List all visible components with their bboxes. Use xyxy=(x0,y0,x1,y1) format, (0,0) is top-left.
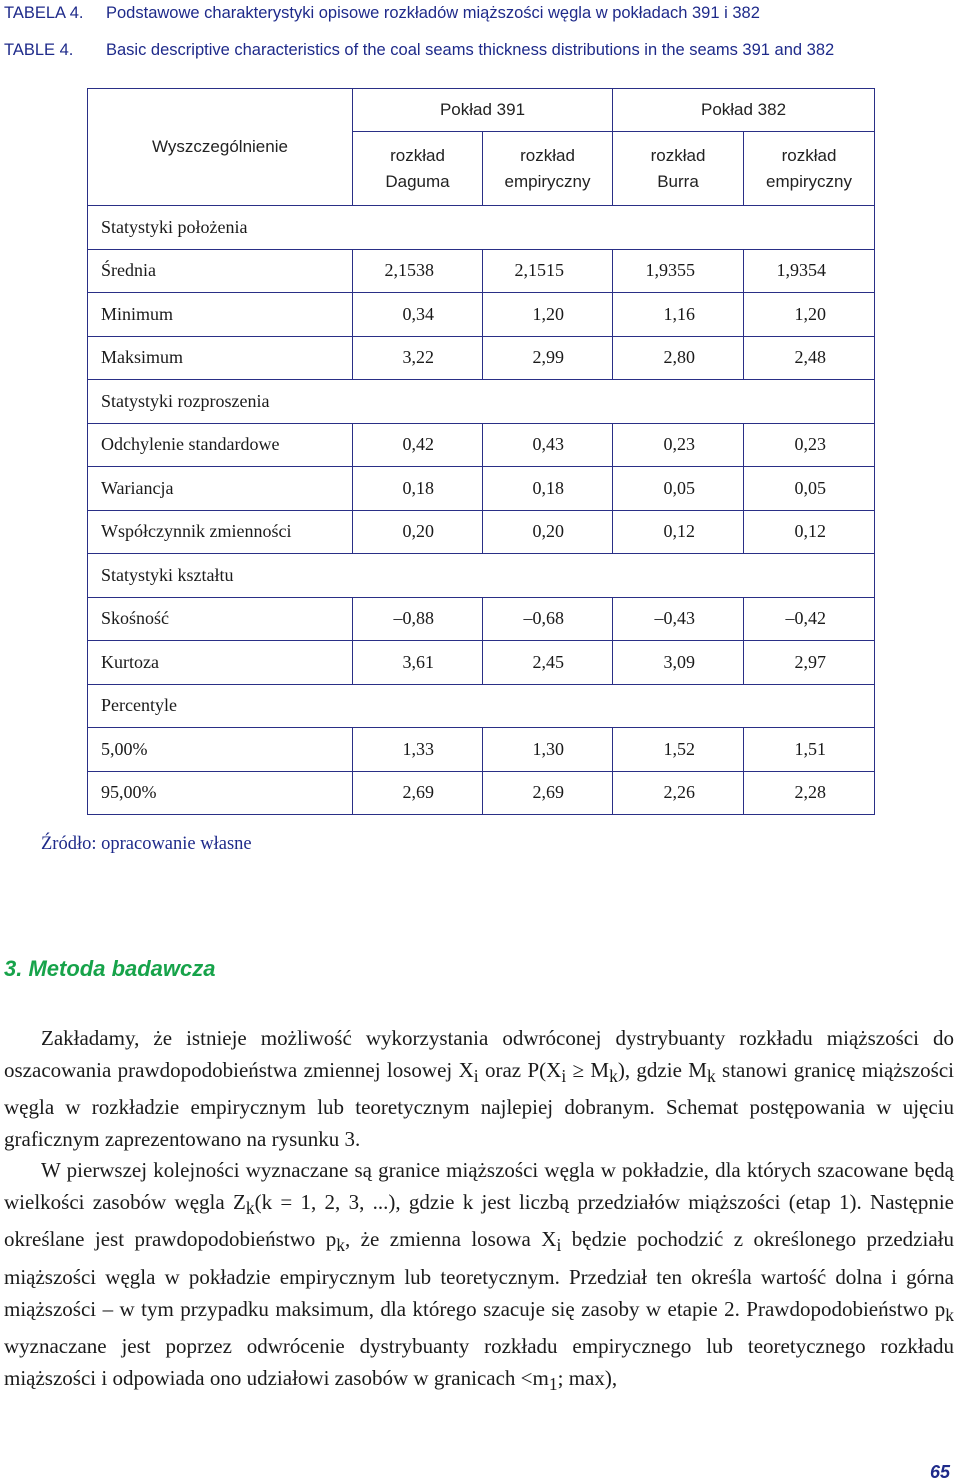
row-label-cell: Maksimum xyxy=(88,336,353,380)
row-label-cell: Minimum xyxy=(88,293,353,337)
section-label-cell: Statystyki rozproszenia xyxy=(88,380,875,424)
table-row xyxy=(88,467,875,511)
column-header: rozkład Burra xyxy=(613,132,744,206)
row-label-cell: Skośność xyxy=(88,597,353,641)
row-label-cell: Współczynnik zmienności xyxy=(88,510,353,554)
value-cell: 2,28 xyxy=(744,771,875,815)
table-row xyxy=(88,684,875,728)
body-text xyxy=(4,1023,954,1400)
row-label-cell: 5,00% xyxy=(88,728,353,772)
value-cell: 2,1515 xyxy=(483,249,613,293)
value-cell: 2,99 xyxy=(483,336,613,380)
group-header-382: Pokład 382 xyxy=(613,89,875,132)
value-cell: 3,22 xyxy=(353,336,483,380)
value-cell: 2,69 xyxy=(353,771,483,815)
table-row xyxy=(88,641,875,685)
value-cell: 0,43 xyxy=(483,423,613,467)
statistics-table xyxy=(87,88,875,815)
table-row xyxy=(88,597,875,641)
table-row xyxy=(88,336,875,380)
value-cell: 3,09 xyxy=(613,641,744,685)
value-cell: 0,05 xyxy=(744,467,875,511)
value-cell: 2,69 xyxy=(483,771,613,815)
value-cell: –0,42 xyxy=(744,597,875,641)
value-cell: 2,80 xyxy=(613,336,744,380)
caption-label: TABLE 4. xyxy=(4,41,74,59)
value-cell: –0,88 xyxy=(353,597,483,641)
table-row xyxy=(88,771,875,815)
table-row xyxy=(88,249,875,293)
group-header-391: Pokład 391 xyxy=(353,89,613,132)
value-cell: 2,1538 xyxy=(353,249,483,293)
value-cell: 0,05 xyxy=(613,467,744,511)
table-row xyxy=(88,293,875,337)
value-cell: 0,18 xyxy=(483,467,613,511)
paragraph: W pierwszej kolejności wyznaczane są granice miąższości węgla w pokładzie, dla których szacowane będą wielkości zasobów węgla $Z_k(k = 1$, 2, 3, ...), gdzie k jest liczbą przedziałów miąższości (etap 1). Następnie określane jest prawdopodobieństwo $p_k$, że zmienna losowa $X_i$ będzie pochodzić z określonego przedziału miąższości węgla w pokładzie empirycznym lub teoretycznym. Przedział ten określa wartość dolna i górna miąższości – w tym przypadku maksimum, dla którego szacuje się zasoby w etapie 2. Prawdopodobieństwo $p_k$ wyznaczane jest poprzez odwrócenie dystrybuanty rozkładu empirycznego lub teoretycznego rozkładu miąższości i odpowiada ono udziałowi zasobów w granicach $<m_1$; max), xyxy=(4,1158,954,1394)
column-header: rozkład empiryczny xyxy=(744,132,875,206)
column-header: rozkład Daguma xyxy=(353,132,483,206)
value-cell: 1,52 xyxy=(613,728,744,772)
caption-text: Basic descriptive characteristics of the coal seams thickness distributions in the seams 391 and 382 xyxy=(106,41,835,59)
table-row xyxy=(88,206,875,250)
table-body xyxy=(88,206,875,815)
section-heading: 3. Metoda badawcza xyxy=(4,956,216,981)
value-cell: 2,26 xyxy=(613,771,744,815)
value-cell: 1,30 xyxy=(483,728,613,772)
value-cell: 2,45 xyxy=(483,641,613,685)
value-cell: 0,34 xyxy=(353,293,483,337)
section-label-cell: Percentyle xyxy=(88,684,875,728)
value-cell: 0,23 xyxy=(613,423,744,467)
value-cell: 1,33 xyxy=(353,728,483,772)
value-cell: 1,9354 xyxy=(744,249,875,293)
value-cell: 0,12 xyxy=(744,510,875,554)
row-label-cell: Wariancja xyxy=(88,467,353,511)
source-note: Źródło: opracowanie własne xyxy=(41,834,252,854)
value-cell: 3,61 xyxy=(353,641,483,685)
value-cell: 1,16 xyxy=(613,293,744,337)
value-cell: 0,18 xyxy=(353,467,483,511)
value-cell: 1,20 xyxy=(483,293,613,337)
caption-label: TABELA 4. xyxy=(4,4,84,22)
row-label-cell: Odchylenie standardowe xyxy=(88,423,353,467)
row-label-cell: Kurtoza xyxy=(88,641,353,685)
table-row xyxy=(88,510,875,554)
value-cell: 1,9355 xyxy=(613,249,744,293)
corner-header: Wyszczególnienie xyxy=(88,89,353,206)
caption-text: Podstawowe charakterystyki opisowe rozkładów miąższości węgla w pokładach 391 i 382 xyxy=(106,4,760,22)
table-row xyxy=(88,380,875,424)
table-row xyxy=(88,423,875,467)
value-cell: 2,97 xyxy=(744,641,875,685)
column-header: rozkład empiryczny xyxy=(483,132,613,206)
value-cell: –0,43 xyxy=(613,597,744,641)
table-row xyxy=(88,728,875,772)
section-label-cell: Statystyki kształtu xyxy=(88,554,875,598)
value-cell: –0,68 xyxy=(483,597,613,641)
value-cell: 0,20 xyxy=(353,510,483,554)
page-number: 65 xyxy=(930,1462,951,1482)
value-cell: 0,12 xyxy=(613,510,744,554)
row-label-cell: 95,00% xyxy=(88,771,353,815)
value-cell: 0,23 xyxy=(744,423,875,467)
section-label-cell: Statystyki położenia xyxy=(88,206,875,250)
paragraph: Zakładamy, że istnieje możliwość wykorzystania odwróconej dystrybuanty rozkładu miąższości do oszacowania prawdopodobieństwa zmiennej losowej $X_i$ oraz $P(X_i \ge M_k)$, gdzie $M_k$ stanowi granicę miąższości węgla w rozkładzie empirycznym lub teoretycznym najlepiej dobranym. Schemat postępowania w ujęciu graficznym zaprezentowano na rysunku 3. xyxy=(4,1026,954,1151)
value-cell: 0,20 xyxy=(483,510,613,554)
row-label-cell: Średnia xyxy=(88,249,353,293)
value-cell: 2,48 xyxy=(744,336,875,380)
value-cell: 0,42 xyxy=(353,423,483,467)
table-row xyxy=(88,554,875,598)
value-cell: 1,51 xyxy=(744,728,875,772)
value-cell: 1,20 xyxy=(744,293,875,337)
